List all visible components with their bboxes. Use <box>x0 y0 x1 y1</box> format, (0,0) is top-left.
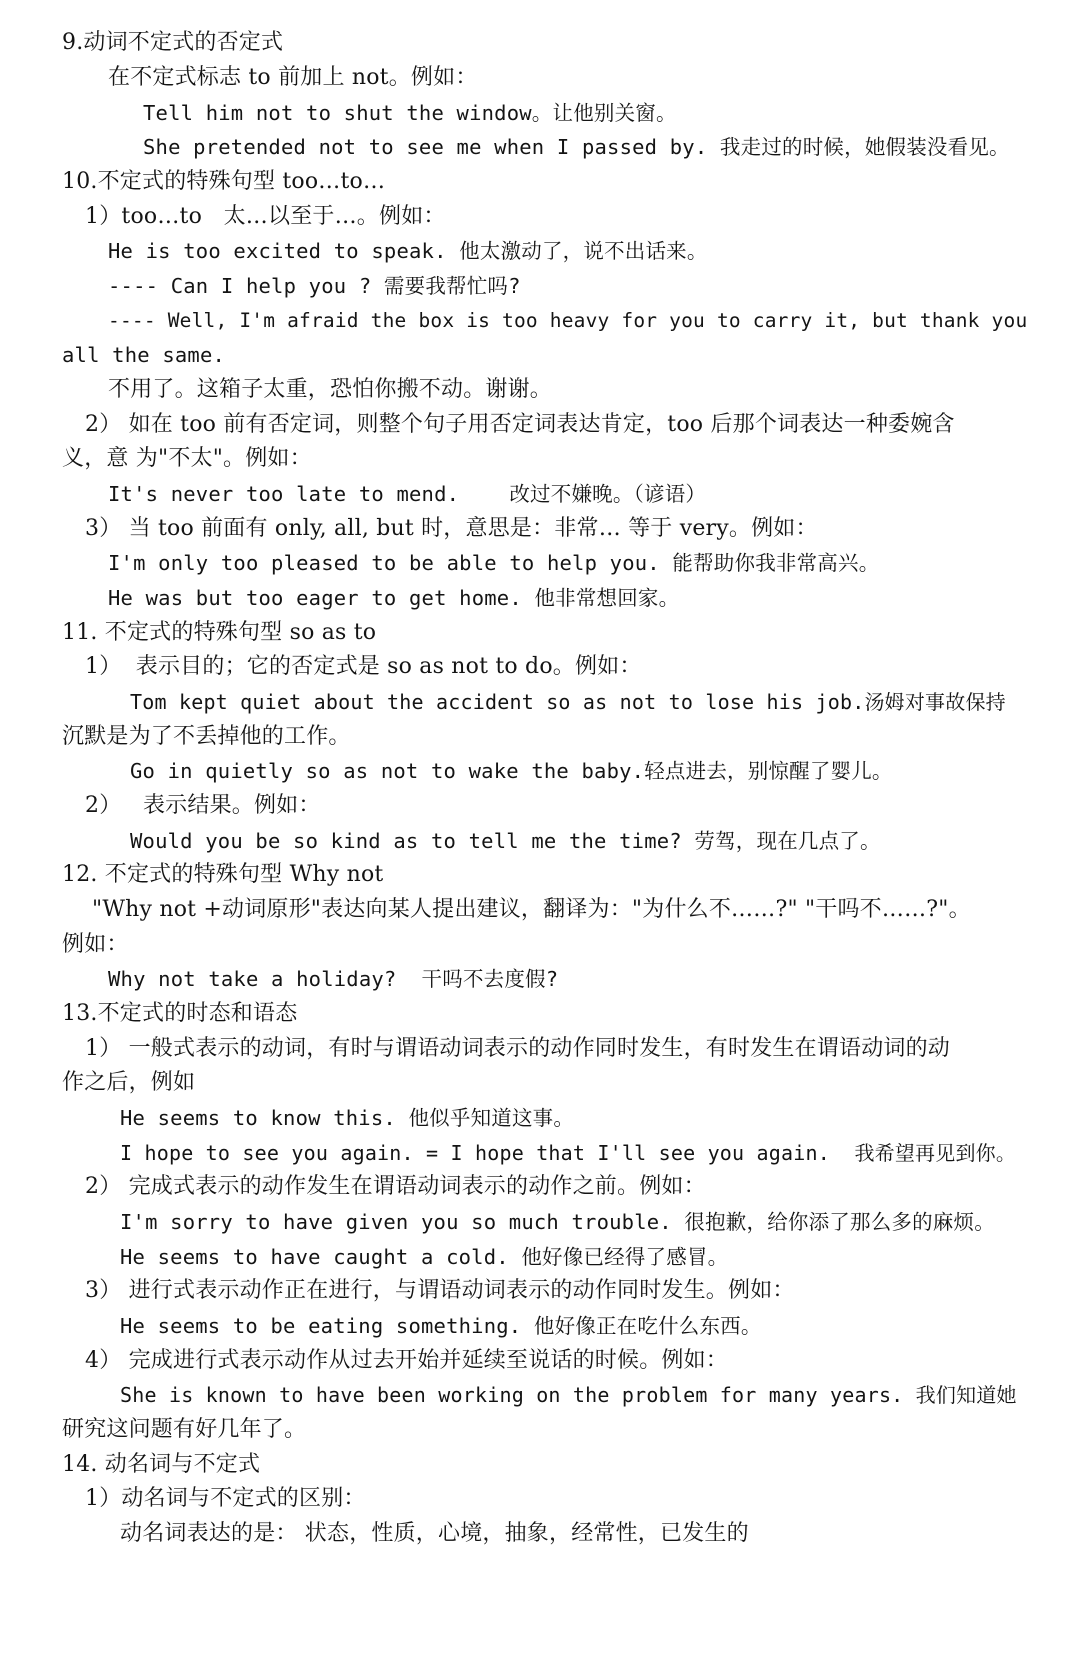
subheading: 2） 表示结果。例如： <box>85 793 321 818</box>
heading-11: 11. 不定式的特殊句型 so as to <box>62 620 377 645</box>
example-line: He seems to be eating something. 他好像正在吃什么东西。 <box>120 1314 762 1338</box>
text-line: 研究这问题有好几年了。 <box>62 1417 307 1442</box>
text-line: "Why not +动词原形"表达向某人提出建议，翻译为："为什么不……?" "干吗不……?"。 <box>92 897 971 922</box>
heading-9: 9.动词不定式的否定式 <box>62 30 284 55</box>
example-line: He seems to know this. 他似乎知道这事。 <box>120 1106 575 1130</box>
text-line: 例如： <box>62 932 129 957</box>
subheading: 1） 表示目的；它的否定式是 so as not to do。例如： <box>85 654 642 679</box>
example-line: ---- Can I help you ? 需要我帮忙吗? <box>108 274 521 298</box>
subheading: 4） 完成进行式表示动作从过去开始并延续至说话的时候。例如： <box>85 1348 728 1373</box>
example-line: Tom kept quiet about the accident so as not to lose his job.汤姆对事故保持 <box>130 690 1006 714</box>
example-line: I'm only too pleased to be able to help you. 能帮助你我非常高兴。 <box>108 551 880 575</box>
example-line: Tell him not to shut the window。让他别关窗。 <box>143 101 677 125</box>
subheading: 1） 一般式表示的动词，有时与谓语动词表示的动作同时发生，有时发生在谓语动词的动 <box>85 1036 950 1061</box>
example-line: all the same. <box>62 343 226 367</box>
example-line: I hope to see you again. = I hope that I'll see you again. 我希望再见到你。 <box>120 1141 1017 1165</box>
example-line: Would you be so kind as to tell me the time? 劳驾，现在几点了。 <box>130 829 881 853</box>
heading-10: 10.不定式的特殊句型 too…to… <box>62 169 386 194</box>
subheading: 1）动名词与不定式的区别： <box>85 1486 366 1511</box>
example-line: Why not take a holiday? 干吗不去度假? <box>108 967 559 991</box>
example-line: He seems to have caught a cold. 他好像已经得了感冒。 <box>120 1245 729 1269</box>
heading-13: 13.不定式的时态和语态 <box>62 1001 298 1026</box>
text-line: 动名词表达的是： 状态，性质，心境，抽象，经常性，已发生的 <box>120 1521 749 1546</box>
example-line: ---- Well, I'm afraid the box is too heavy for you to carry it, but thank you <box>108 309 1028 332</box>
text-line: 义，意 为"不太"。例如： <box>62 446 312 471</box>
example-line: It's never too late to mend. 改过不嫌晚。（谚语） <box>108 482 707 506</box>
heading-12: 12. 不定式的特殊句型 Why not <box>62 862 384 887</box>
example-line: He is too excited to speak. 他太激动了，说不出话来。 <box>108 239 708 263</box>
text-line: 作之后，例如 <box>62 1070 196 1095</box>
text-line: 不用了。这箱子太重，恐怕你搬不动。谢谢。 <box>108 377 553 402</box>
subheading: 1）too…to 太…以至于…。例如： <box>85 204 446 229</box>
example-line: He was but too eager to get home. 他非常想回家。 <box>108 586 680 610</box>
example-line: She is known to have been working on the problem for many years. 我们知道她 <box>120 1383 1017 1407</box>
text-line: 沉默是为了不丢掉他的工作。 <box>62 724 351 749</box>
subheading: 3） 进行式表示动作正在进行，与谓语动词表示的动作同时发生。例如： <box>85 1278 795 1303</box>
text-line: 在不定式标志 to 前加上 not。例如： <box>108 65 478 90</box>
subheading: 3） 当 too 前面有 only, all, but 时，意思是：非常… 等于 very。例如： <box>85 516 818 541</box>
example-line: I'm sorry to have given you so much trouble. 很抱歉，给你添了那么多的麻烦。 <box>120 1210 995 1234</box>
example-line: She pretended not to see me when I passed by. 我走过的时候，她假装没看见。 <box>143 135 1010 159</box>
subheading: 2） 如在 too 前有否定词，则整个句子用否定词表达肯定，too 后那个词表达一种委婉含 <box>85 412 955 437</box>
example-line: Go in quietly so as not to wake the baby.轻点进去，别惊醒了婴儿。 <box>130 759 893 783</box>
subheading: 2） 完成式表示的动作发生在谓语动词表示的动作之前。例如： <box>85 1174 706 1199</box>
heading-14: 14. 动名词与不定式 <box>62 1452 261 1477</box>
